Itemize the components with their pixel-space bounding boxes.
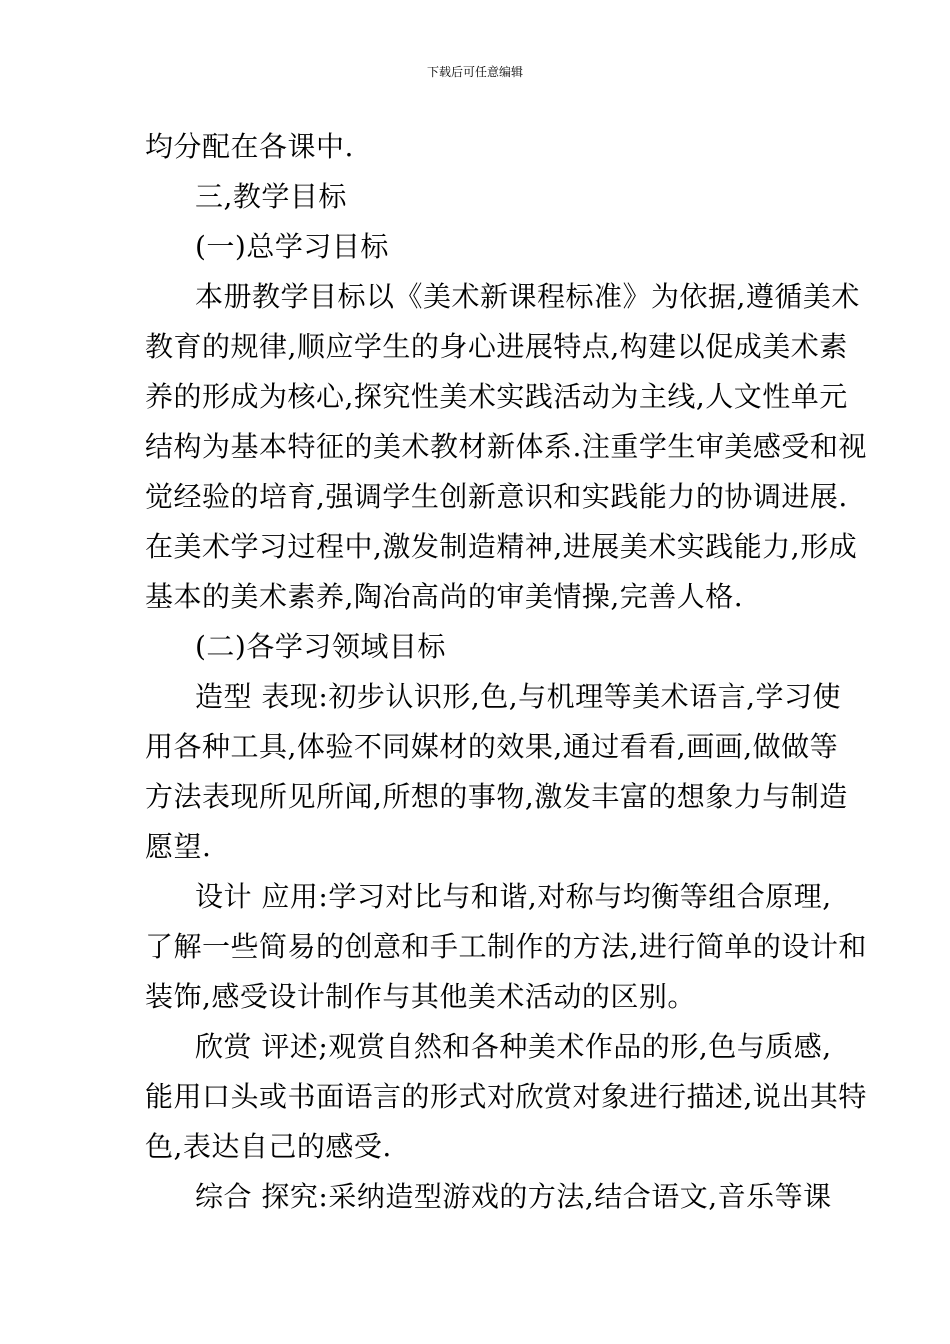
paragraph-first-line: 设计 应用:学习对比与和谐,对称与均衡等组合原理, [195, 880, 832, 913]
paragraph-first-line: 综合 探究:采纳造型游戏的方法,结合语文,音乐等课 [195, 1180, 832, 1213]
paragraph-first-line: 造型 表现:初步认识形,色,与机理等美术语言,学习使 [195, 680, 842, 713]
text-line: 色,表达自己的感受. [145, 1130, 392, 1163]
paragraph-first-line: 本册教学目标以《美术新课程标准》为依据,遵循美术 [195, 280, 860, 313]
text-line: 能用口头或书面语言的形式对欣赏对象进行描述,说出其特 [145, 1080, 867, 1113]
subsection-heading: (二)各学习领域目标 [195, 630, 446, 663]
text-line: 结构为基本特征的美术教材新体系.注重学生审美感受和视 [145, 430, 867, 463]
text-line: 愿望. [145, 830, 212, 863]
text-line: 了解一些简易的创意和手工制作的方法,进行简单的设计和 [145, 930, 867, 963]
document-body [145, 122, 867, 1222]
text-line: 在美术学习过程中,激发制造精神,进展美术实践能力,形成 [145, 530, 858, 563]
text-line: 均分配在各课中. [145, 130, 354, 163]
text-line: 基本的美术素养,陶冶高尚的审美情操,完善人格. [145, 580, 744, 613]
subsection-heading: (一)总学习目标 [195, 230, 389, 263]
text-line: 用各种工具,体验不同媒材的效果,通过看看,画画,做做等 [145, 730, 839, 763]
section-heading: 三,教学目标 [195, 180, 347, 213]
text-line: 装饰,感受设计制作与其他美术活动的区别。 [145, 980, 696, 1013]
text-line: 觉经验的培育,强调学生创新意识和实践能力的协调进展. [145, 480, 848, 513]
page-header: 下载后可任意编辑 [426, 65, 523, 79]
text-line: 教育的规律,顺应学生的身心进展特点,构建以促成美术素 [145, 330, 848, 363]
text-line: 养的形成为核心,探究性美术实践活动为主线,人文性单元 [145, 380, 848, 413]
paragraph-first-line: 欣赏 评述;观赏自然和各种美术作品的形,色与质感, [195, 1030, 832, 1063]
text-line: 方法表现所见所闻,所想的事物,激发丰富的想象力与制造 [145, 780, 848, 813]
